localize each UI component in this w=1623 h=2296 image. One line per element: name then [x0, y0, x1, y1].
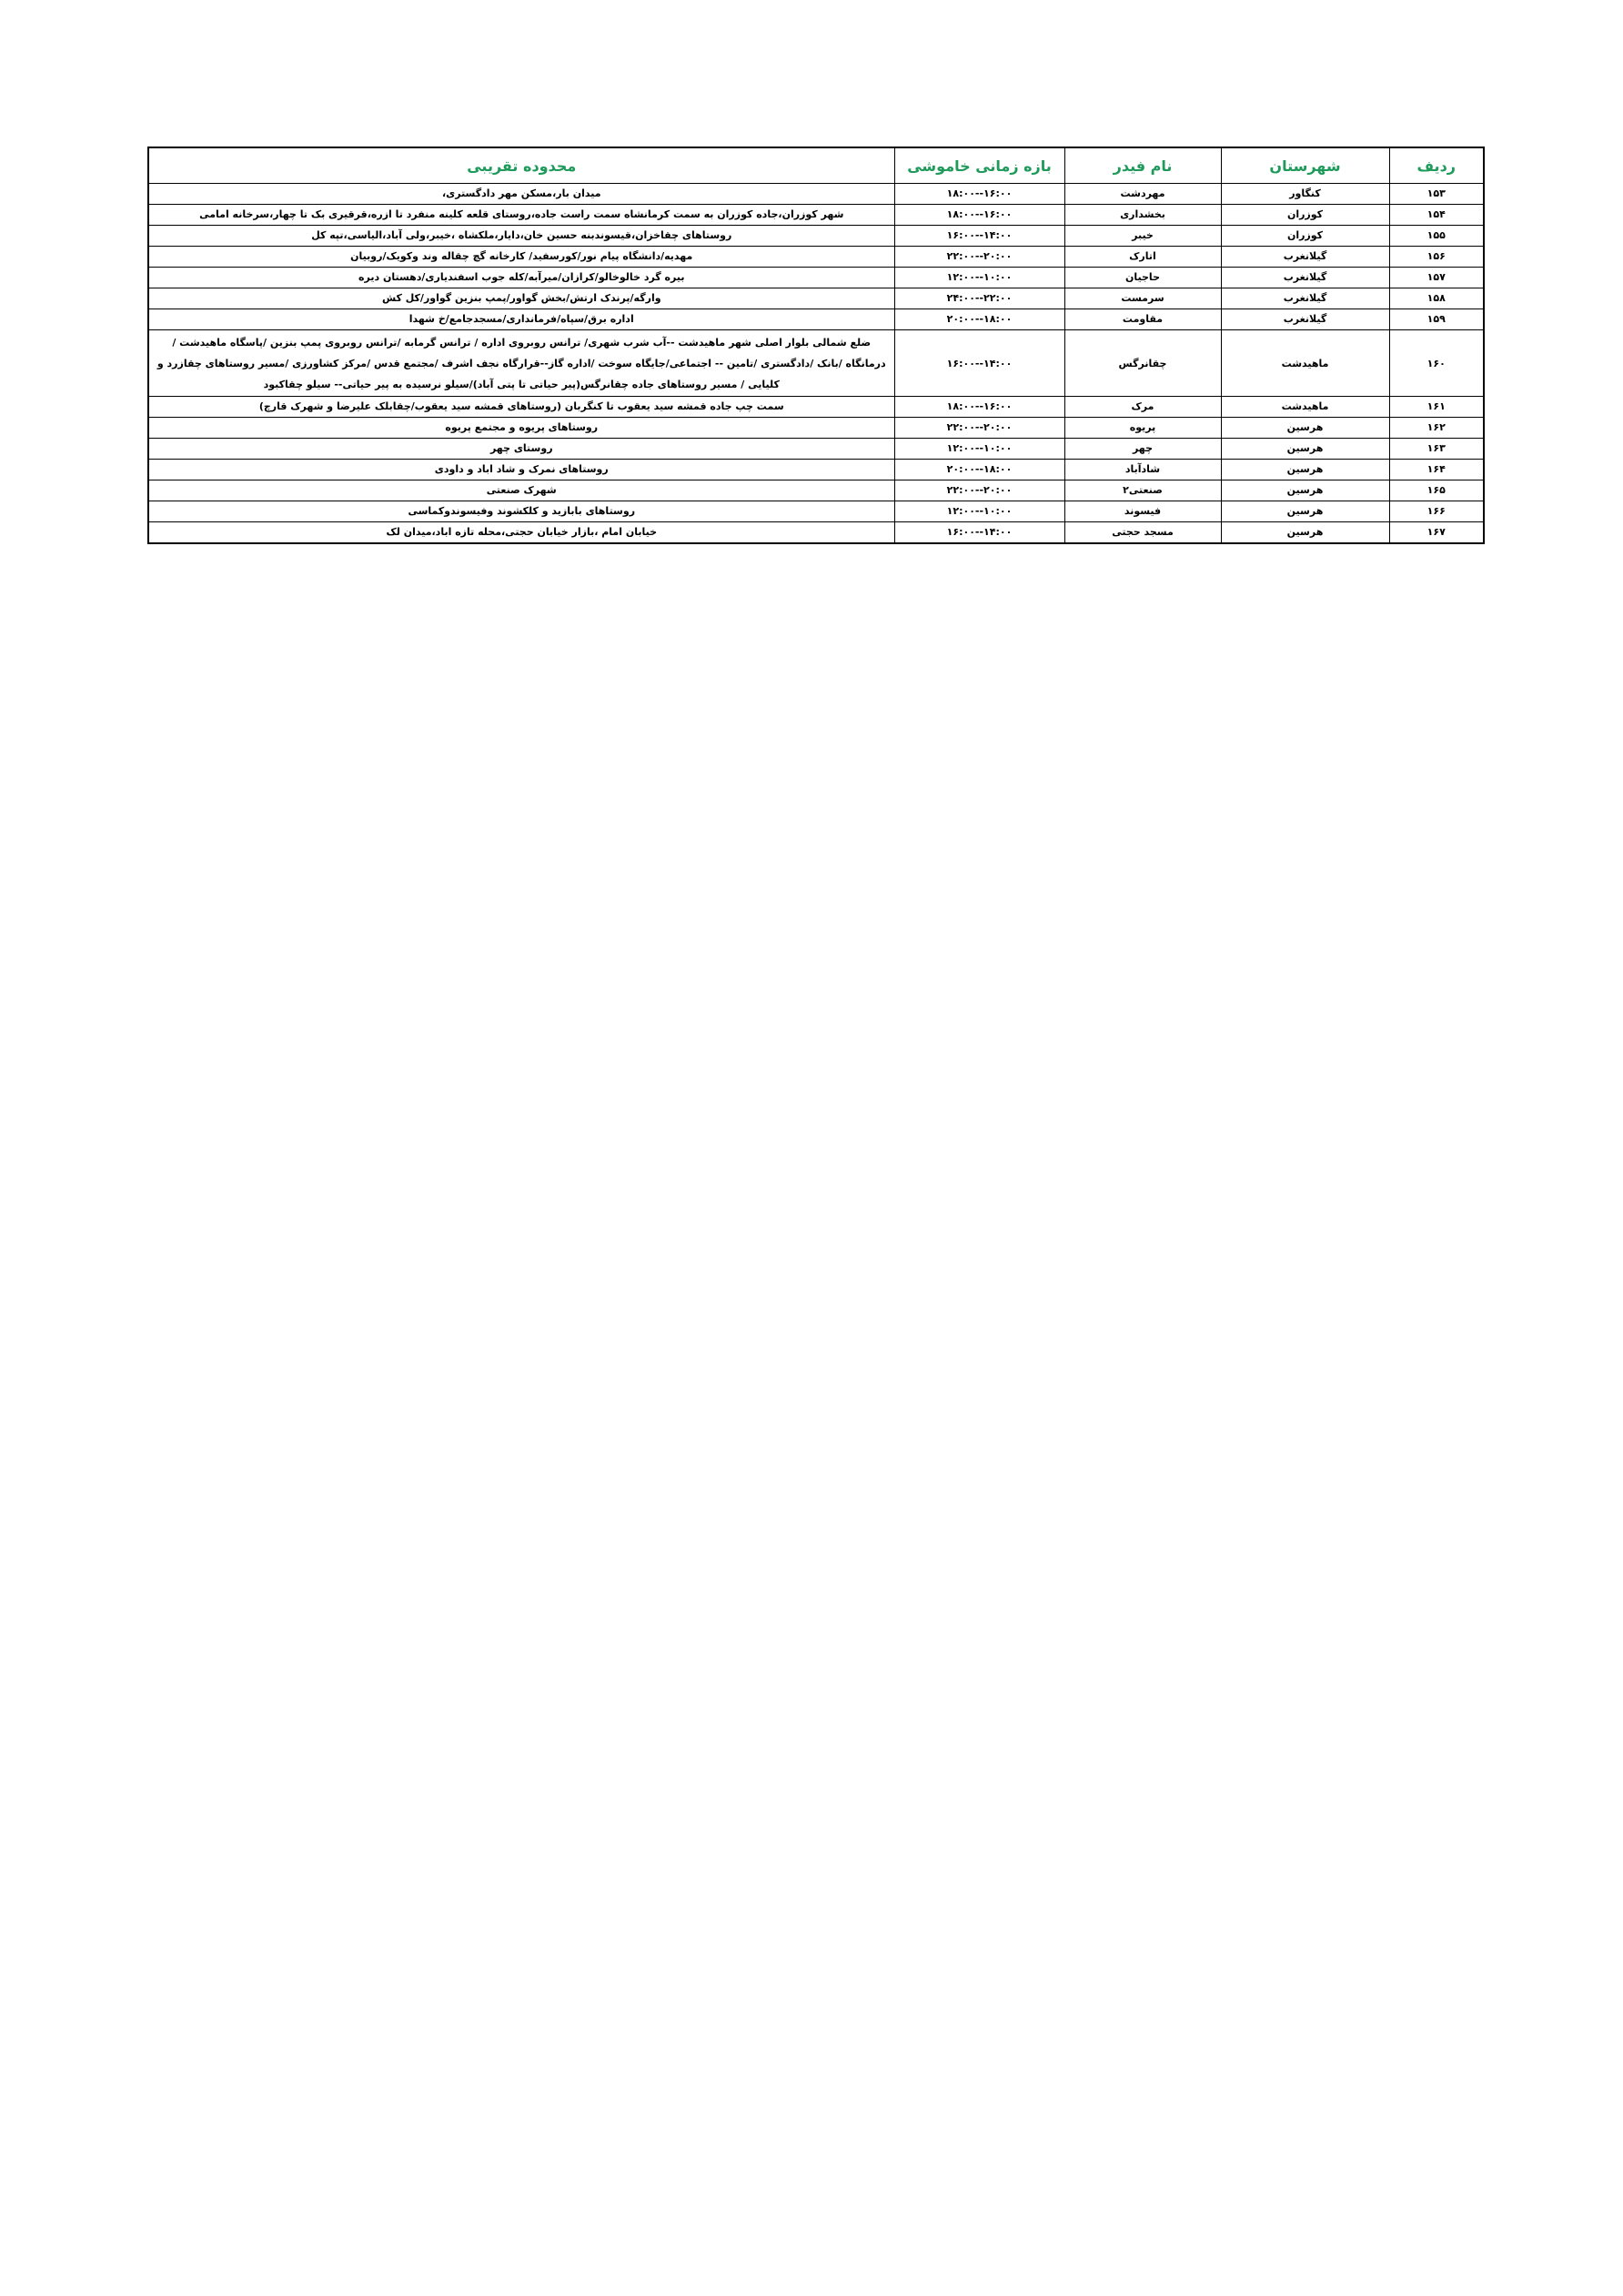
table-row: [148, 184, 1484, 205]
row-number-cell: ۱۶۶: [1389, 501, 1484, 522]
area-cell: مهدیه/دانشگاه پیام نور/کورسفید/ کارخانه گچ چقاله وند وکویک/روبیان: [148, 247, 894, 268]
row-number-cell: ۱۵۹: [1389, 309, 1484, 330]
city-cell: هرسین: [1221, 480, 1389, 501]
table-row: [148, 460, 1484, 480]
row-number-cell: ۱۵۳: [1389, 184, 1484, 205]
feeder-cell: حاجیان: [1064, 268, 1221, 288]
table-body: [148, 184, 1484, 544]
city-cell: ماهیدشت: [1221, 397, 1389, 418]
time-window-cell: ۱۶:۰۰--۱۴:۰۰: [894, 330, 1064, 397]
city-cell: گیلانغرب: [1221, 247, 1389, 268]
feeder-cell: بخشداری: [1064, 205, 1221, 226]
time-window-cell: ۱۶:۰۰--۱۴:۰۰: [894, 226, 1064, 247]
area-cell: خیابان امام ،بازار خیابان حجتی،محله تازه اباد،میدان لک: [148, 522, 894, 544]
area-cell: شهر کوزران،جاده کوزران به سمت کرمانشاه سمت راست جاده،روستای قلعه کلینه منفرد تا ازره،قرقیری بک تا چهار،سرخانه امامی: [148, 205, 894, 226]
feeder-cell: پریوه: [1064, 418, 1221, 439]
city-cell: کنگاور: [1221, 184, 1389, 205]
feeder-cell: اتارک: [1064, 247, 1221, 268]
row-number-cell: ۱۵۶: [1389, 247, 1484, 268]
city-cell: گیلانغرب: [1221, 268, 1389, 288]
table-row: [148, 330, 1484, 397]
table-header: [148, 147, 1484, 184]
outage-table: [147, 147, 1485, 544]
area-cell: اداره برق/سپاه/فرمانداری/مسجدجامع/خ شهدا: [148, 309, 894, 330]
table-row: [148, 309, 1484, 330]
row-number-cell: ۱۵۷: [1389, 268, 1484, 288]
time-window-cell: ۱۲:۰۰--۱۰:۰۰: [894, 501, 1064, 522]
table-row: [148, 247, 1484, 268]
table-row: [148, 397, 1484, 418]
feeder-cell: شادآباد: [1064, 460, 1221, 480]
row-number-cell: ۱۵۴: [1389, 205, 1484, 226]
time-window-cell: ۱۸:۰۰--۱۶:۰۰: [894, 184, 1064, 205]
row-number-cell: ۱۶۴: [1389, 460, 1484, 480]
header-city: شهرستان: [1221, 147, 1389, 184]
time-window-cell: ۱۲:۰۰--۱۰:۰۰: [894, 439, 1064, 460]
outage-schedule-sheet: [147, 147, 1483, 544]
table-row: [148, 480, 1484, 501]
row-number-cell: ۱۶۷: [1389, 522, 1484, 544]
table-row: [148, 226, 1484, 247]
row-number-cell: ۱۶۵: [1389, 480, 1484, 501]
city-cell: کوزران: [1221, 226, 1389, 247]
feeder-cell: خیبر: [1064, 226, 1221, 247]
row-number-cell: ۱۶۳: [1389, 439, 1484, 460]
area-cell: وارگه/پرندک ارتش/بخش گواور/پمپ بنزین گواور/کل کش: [148, 288, 894, 309]
row-number-cell: ۱۶۱: [1389, 397, 1484, 418]
city-cell: هرسین: [1221, 522, 1389, 544]
time-window-cell: ۱۲:۰۰--۱۰:۰۰: [894, 268, 1064, 288]
time-window-cell: ۱۸:۰۰--۱۶:۰۰: [894, 397, 1064, 418]
city-cell: هرسین: [1221, 418, 1389, 439]
header-row: [148, 147, 1484, 184]
city-cell: هرسین: [1221, 439, 1389, 460]
table-row: [148, 439, 1484, 460]
feeder-cell: مقاومت: [1064, 309, 1221, 330]
time-window-cell: ۲۲:۰۰--۲۰:۰۰: [894, 418, 1064, 439]
feeder-cell: چهر: [1064, 439, 1221, 460]
city-cell: گیلانغرب: [1221, 288, 1389, 309]
time-window-cell: ۱۶:۰۰--۱۴:۰۰: [894, 522, 1064, 544]
time-window-cell: ۲۴:۰۰--۲۲:۰۰: [894, 288, 1064, 309]
table-row: [148, 501, 1484, 522]
area-cell: بیره گرد خالوخالو/کرازان/میرآبه/کله جوب اسفندیاری/دهستان دیره: [148, 268, 894, 288]
time-window-cell: ۲۰:۰۰--۱۸:۰۰: [894, 460, 1064, 480]
time-window-cell: ۲۲:۰۰--۲۰:۰۰: [894, 247, 1064, 268]
area-cell: میدان بار،مسکن مهر دادگستری،: [148, 184, 894, 205]
area-cell: شهرک صنعتی: [148, 480, 894, 501]
area-cell: روستای چهر: [148, 439, 894, 460]
area-cell: روستاهای بابازید و کلکشوند وفیسوندوکماسی: [148, 501, 894, 522]
row-number-cell: ۱۶۰: [1389, 330, 1484, 397]
row-number-cell: ۱۵۸: [1389, 288, 1484, 309]
header-feeder: نام فیدر: [1064, 147, 1221, 184]
area-cell: ضلع شمالی بلوار اصلی شهر ماهیدشت --آب شرب شهری/ ترانس روبروی اداره / ترانس گرمابه /ترانس روبروی پمپ بنزین /پاسگاه ماهیدشت / درمانگاه /بانک /دادگستری /تامین -- اجتماعی/جایگاه سوخت /اداره گاز--قرارگاه نجف اشرف /مجتمع قدس /مرکز کشاورزی /مسیر روستاهای چقازرد و کلیایی / مسیر روستاهای جاده چقانرگس(پیر حیاتی تا پتی آباد)/سیلو نرسیده به پیر حیاتی-- سیلو چقاکبود: [148, 330, 894, 397]
feeder-cell: مهردشت: [1064, 184, 1221, 205]
area-cell: روستاهای پریوه و مجتمع پریوه: [148, 418, 894, 439]
table-row: [148, 418, 1484, 439]
area-cell: سمت چپ جاده قمشه سید یعقوب تا کنگربان (روستاهای قمشه سید یعقوب/چقابلک علیرضا و شهرک قارچ): [148, 397, 894, 418]
table-row: [148, 288, 1484, 309]
header-row-number: ردیف: [1389, 147, 1484, 184]
time-window-cell: ۲۰:۰۰--۱۸:۰۰: [894, 309, 1064, 330]
feeder-cell: فیسوند: [1064, 501, 1221, 522]
header-area: محدوده تقریبی: [148, 147, 894, 184]
city-cell: هرسین: [1221, 460, 1389, 480]
table-row: [148, 268, 1484, 288]
table-row: [148, 522, 1484, 544]
feeder-cell: صنعتی۲: [1064, 480, 1221, 501]
feeder-cell: چقانرگس: [1064, 330, 1221, 397]
feeder-cell: مرک: [1064, 397, 1221, 418]
row-number-cell: ۱۵۵: [1389, 226, 1484, 247]
table-row: [148, 205, 1484, 226]
feeder-cell: مسجد حجتی: [1064, 522, 1221, 544]
time-window-cell: ۲۲:۰۰--۲۰:۰۰: [894, 480, 1064, 501]
city-cell: ماهیدشت: [1221, 330, 1389, 397]
header-time-window: بازه زمانی خاموشی: [894, 147, 1064, 184]
city-cell: هرسین: [1221, 501, 1389, 522]
feeder-cell: سرمست: [1064, 288, 1221, 309]
time-window-cell: ۱۸:۰۰--۱۶:۰۰: [894, 205, 1064, 226]
area-cell: روستاهای نمرک و شاد اباد و داودی: [148, 460, 894, 480]
city-cell: گیلانغرب: [1221, 309, 1389, 330]
city-cell: کوزران: [1221, 205, 1389, 226]
row-number-cell: ۱۶۲: [1389, 418, 1484, 439]
area-cell: روستاهای چقاخزان،قیسوندبنه حسین خان،دایار،ملکشاه ،خیبر،ولی آباد،الیاسی،تپه کل: [148, 226, 894, 247]
